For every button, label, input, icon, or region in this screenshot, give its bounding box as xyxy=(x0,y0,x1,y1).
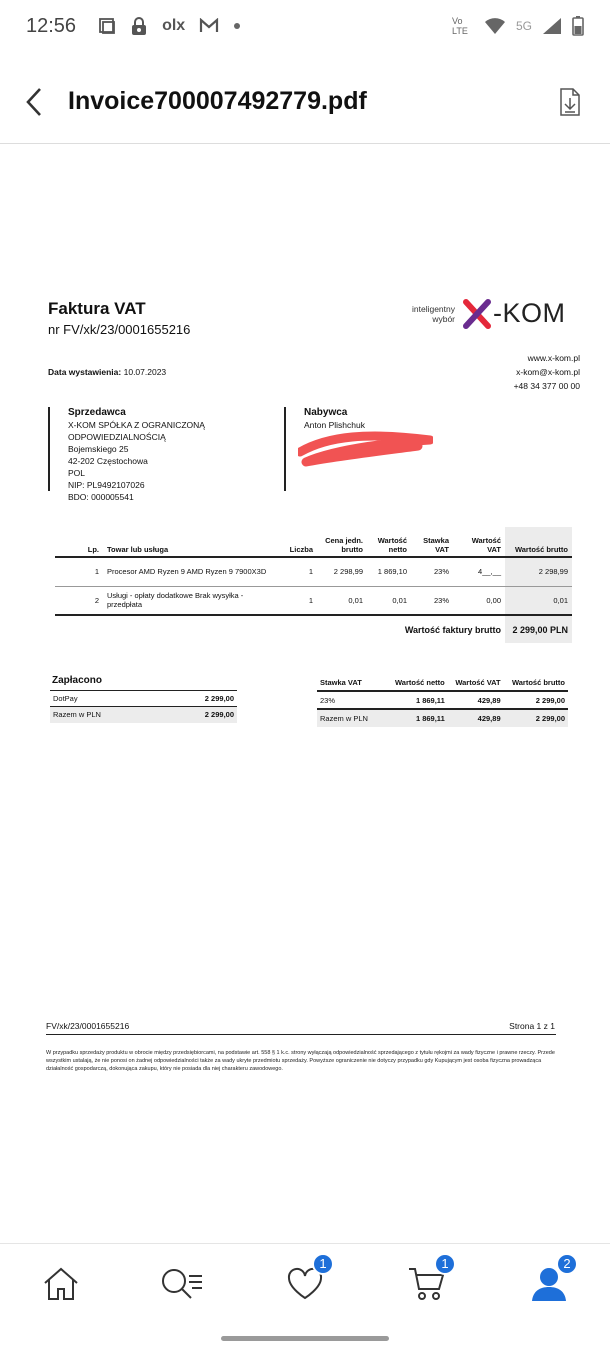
brand-tag-line2: wybór xyxy=(432,313,456,324)
col-unit-price: Cena jedn. brutto xyxy=(317,527,367,557)
seller-line: NIP: PL9492107026 xyxy=(68,480,145,490)
dot-icon xyxy=(233,22,241,30)
seller-block xyxy=(48,407,205,502)
row-item: Procesor AMD Ryzen 9 AMD Ryzen 9 7900X3D xyxy=(103,557,275,586)
invoice-total-label: Wartość faktury brutto xyxy=(55,615,505,643)
row-gross: 2 298,99 xyxy=(505,557,572,586)
seller-heading: Sprzedawca xyxy=(68,407,126,418)
file-download-icon xyxy=(559,88,581,116)
footer-page-number: Strona 1 z 1 xyxy=(509,1021,555,1031)
contact-web: www.x-kom.pl xyxy=(527,353,580,363)
brand-logo xyxy=(412,298,566,329)
page-title: Invoice700007492779.pdf xyxy=(68,87,367,115)
seller-line: X-KOM SPÓŁKA Z OGRANICZONĄ xyxy=(68,420,205,430)
row-gross: 0,01 xyxy=(505,586,572,615)
vat-col-rate: Stawka VAT xyxy=(317,663,387,691)
row-vat: 4__,__ xyxy=(453,557,505,586)
screenshot-icon xyxy=(98,17,116,35)
issue-date-label: Data wystawienia: xyxy=(48,367,122,377)
row-vat-rate: 23% xyxy=(411,557,453,586)
status-time: 12:56 xyxy=(26,14,77,37)
paid-label: DotPay xyxy=(50,691,163,707)
download-button[interactable] xyxy=(550,82,590,122)
col-vat: Wartość VAT xyxy=(453,527,505,557)
row-net: 1 869,10 xyxy=(367,557,411,586)
row-unit-price: 0,01 xyxy=(317,586,367,615)
app-bar xyxy=(0,60,610,144)
seller-contact xyxy=(514,351,580,393)
cart-badge: 1 xyxy=(434,1253,456,1275)
seller-line: POL xyxy=(68,468,86,478)
row-vat-rate: 23% xyxy=(411,586,453,615)
back-button[interactable] xyxy=(4,72,64,132)
nav-cart[interactable] xyxy=(402,1256,452,1309)
row-item: Usługi - opłaty dodatkowe Brak wysyłka - przedpłata xyxy=(103,586,275,615)
invoice-title: Faktura VAT xyxy=(48,299,146,318)
seller-line: BDO: 000005541 xyxy=(68,492,134,502)
legal-notice: W przypadku sprzedaży produktu w obrocie między przedsiębiorcami, na podstawie art. 558 § 1 k.c. strony wyłączają odpowiedzialność sprzedającego z tytułu rękojmi za wady fizyczne i prawne rzeczy. Przede wszystkim ustalają, że nie ponosi on żadnej odpowiedzialności także za wady ukryte przedmiotu sprzedaży. Powyższe ograniczenie nie dotyczy przypadku gdy Kupującym jest osoba fizyczna prowadząca działalność gospodarczą, dokonująca zakupu, który nie posiada dla niej charakteru zawodowego. xyxy=(46,1050,555,1072)
table-row xyxy=(317,709,568,727)
bottom-nav xyxy=(0,1243,610,1323)
seller-line: 42-202 Częstochowa xyxy=(68,456,148,466)
col-qty: Liczba xyxy=(275,527,317,557)
vat-summary-table xyxy=(317,663,568,727)
row-qty: 1 xyxy=(275,557,317,586)
home-indicator[interactable] xyxy=(221,1336,389,1341)
search-list-icon xyxy=(160,1266,206,1302)
vat-value: 429,89 xyxy=(477,695,501,705)
col-item: Towar lub usługa xyxy=(103,527,275,557)
vat-gross: 2 299,00 xyxy=(504,709,568,727)
row-qty: 1 xyxy=(275,586,317,615)
pdf-page xyxy=(0,145,610,1240)
status-bar xyxy=(0,0,610,52)
vat-value: 429,89 xyxy=(448,709,504,727)
account-badge: 2 xyxy=(556,1253,578,1275)
table-row xyxy=(50,691,237,707)
nav-account[interactable] xyxy=(524,1256,574,1309)
vat-col-gross: Wartość brutto xyxy=(504,663,568,691)
paid-value: 2 299,00 xyxy=(163,691,237,707)
redaction-scribble xyxy=(298,428,433,468)
favorites-badge: 1 xyxy=(312,1253,334,1275)
chevron-left-icon xyxy=(24,87,44,117)
vat-rate: 23% xyxy=(320,695,336,705)
vat-rate: Razem w PLN xyxy=(317,709,387,727)
row-lp: 1 xyxy=(55,557,103,586)
col-gross: Wartość brutto xyxy=(505,527,572,557)
seller-line: ODPOWIEDZIALNOŚCIĄ xyxy=(68,432,166,442)
signal-icon xyxy=(542,17,562,35)
home-icon xyxy=(42,1266,80,1302)
col-vat-rate: Stawka VAT xyxy=(411,527,453,557)
nav-favorites[interactable] xyxy=(280,1256,330,1309)
table-row xyxy=(50,707,237,723)
row-lp: 2 xyxy=(55,586,103,615)
invoice-number: nr FV/xk/23/0001655216 xyxy=(48,322,191,337)
contact-email: x-kom@x-kom.pl xyxy=(516,367,580,377)
issue-date-value: 10.07.2023 xyxy=(123,367,167,377)
vat-net: 1 869,11 xyxy=(387,709,448,727)
paid-label: Razem w PLN xyxy=(50,707,163,723)
vat-col-net: Wartość netto xyxy=(387,663,448,691)
col-lp: Lp. xyxy=(55,527,103,557)
wifi-icon xyxy=(484,17,506,35)
invoice-total-row xyxy=(55,615,572,643)
paid-value: 2 299,00 xyxy=(163,707,237,723)
brand-kom-text: -KOM xyxy=(493,298,566,328)
vat-gross: 2 299,00 xyxy=(535,695,565,705)
footer-invoice-number: FV/xk/23/0001655216 xyxy=(46,1021,130,1031)
footer-divider xyxy=(46,1034,556,1035)
contact-phone: +48 34 377 00 00 xyxy=(513,381,580,391)
vat-net: 1 869,11 xyxy=(415,695,445,705)
nav-home[interactable] xyxy=(36,1259,86,1309)
brand-tag-line1: inteligentny xyxy=(412,303,456,314)
vat-col-vat: Wartość VAT xyxy=(448,663,504,691)
nav-search[interactable] xyxy=(158,1259,208,1309)
col-net: Wartość netto xyxy=(367,527,411,557)
row-vat: 0,00 xyxy=(453,586,505,615)
gmail-icon xyxy=(199,18,219,34)
network-label: 5G xyxy=(515,19,532,33)
buyer-heading: Nabywca xyxy=(304,407,348,418)
table-row xyxy=(55,557,572,586)
vpn-lock-icon xyxy=(130,16,148,36)
paid-heading: Zapłacono xyxy=(52,675,103,686)
table-row xyxy=(55,586,572,615)
x-kom-logo-icon xyxy=(463,299,491,329)
items-table xyxy=(55,527,572,643)
battery-icon xyxy=(572,16,584,36)
buyer-name: Anton Plishchuk xyxy=(304,420,365,430)
seller-line: Bojemskiego 25 xyxy=(68,444,129,454)
olx-icon: olx xyxy=(162,17,186,34)
issue-date xyxy=(48,367,166,377)
table-row xyxy=(317,691,568,709)
volte-label: Vo LTE xyxy=(451,16,468,36)
invoice-total-value: 2 299,00 PLN xyxy=(505,615,572,643)
row-net: 0,01 xyxy=(367,586,411,615)
paid-table xyxy=(50,690,237,723)
row-unit-price: 2 298,99 xyxy=(317,557,367,586)
